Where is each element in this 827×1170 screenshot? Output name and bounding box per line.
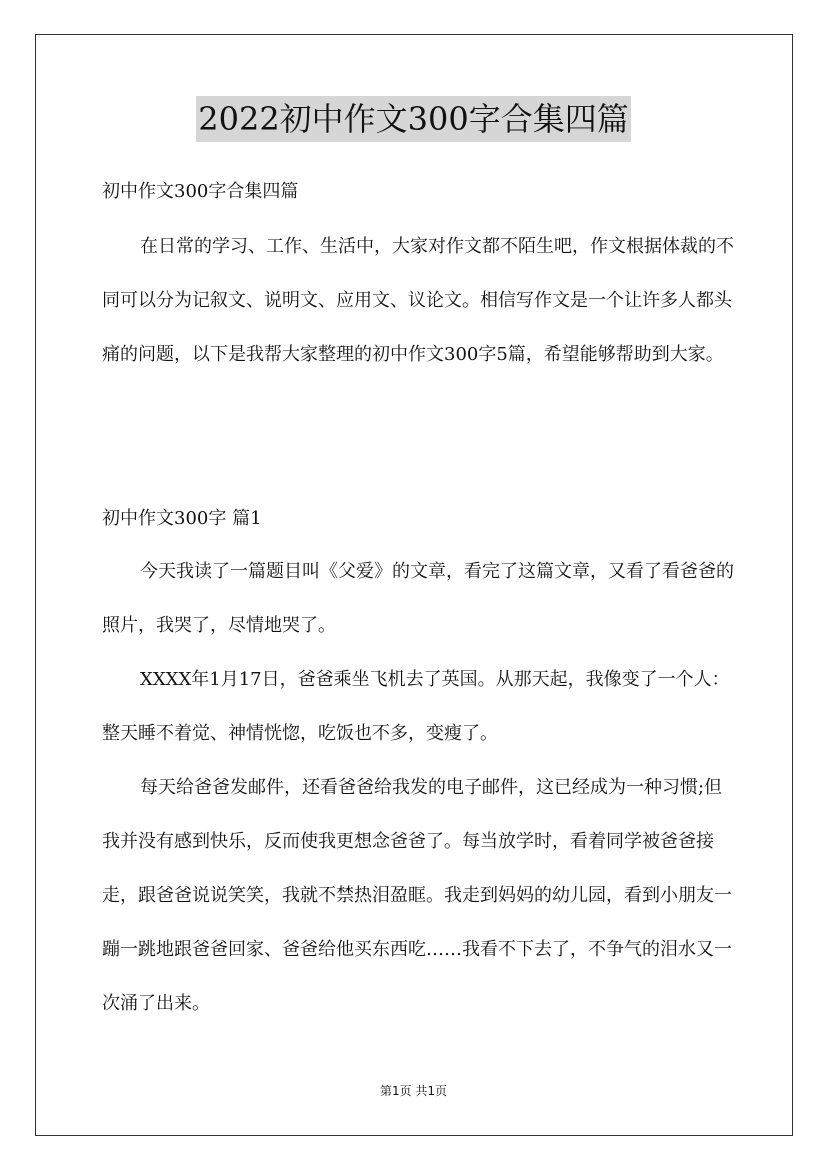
page-number: 第1页 共1页 (379, 1084, 448, 1098)
intro-paragraph: 在日常的学习、工作、生活中，大家对作文都不陌生吧，作文根据体裁的不同可以分为记叙文、说明文、应用文、议论文。相信写作文是一个让许多人都头痛的问题，以下是我帮大家整理的初中作文300字5篇，希望能够帮助到大家。 (102, 236, 734, 365)
section1-paragraph-1: 今天我读了一篇题目叫《父爱》的文章，看完了这篇文章，又看了看爸爸的照片，我哭了，尽情地哭了。 (102, 561, 734, 636)
page-footer (0, 1082, 827, 1099)
title-container (0, 96, 827, 142)
section1-body (102, 545, 734, 1031)
section1-paragraph-3: 每天给爸爸发邮件，还看爸爸给我发的电子邮件，这已经成为一种习惯;但我并没有感到快乐，反而使我更想念爸爸了。每当放学时，看着同学被爸爸接走，跟爸爸说说笑笑，我就不禁热泪盈眶。我走到妈妈的幼儿园，看到小朋友一蹦一跳地跟爸爸回家、爸爸给他买东西吃……我看不下去了，不争气的泪水又一次涌了出来。 (102, 777, 732, 1014)
document-subtitle: 初中作文300字合集四篇 (102, 181, 299, 202)
intro-block (102, 220, 734, 382)
section1-heading-block (102, 492, 734, 546)
subtitle-block (102, 165, 734, 219)
section1-paragraph-2: XXXX年1月17日，爸爸乘坐飞机去了英国。从那天起，我像变了一个人：整天睡不着觉、神情恍惚，吃饭也不多，变瘦了。 (102, 669, 730, 744)
section1-heading: 初中作文300字 篇1 (102, 508, 262, 529)
document-title: 2022初中作文300字合集四篇 (196, 96, 631, 142)
